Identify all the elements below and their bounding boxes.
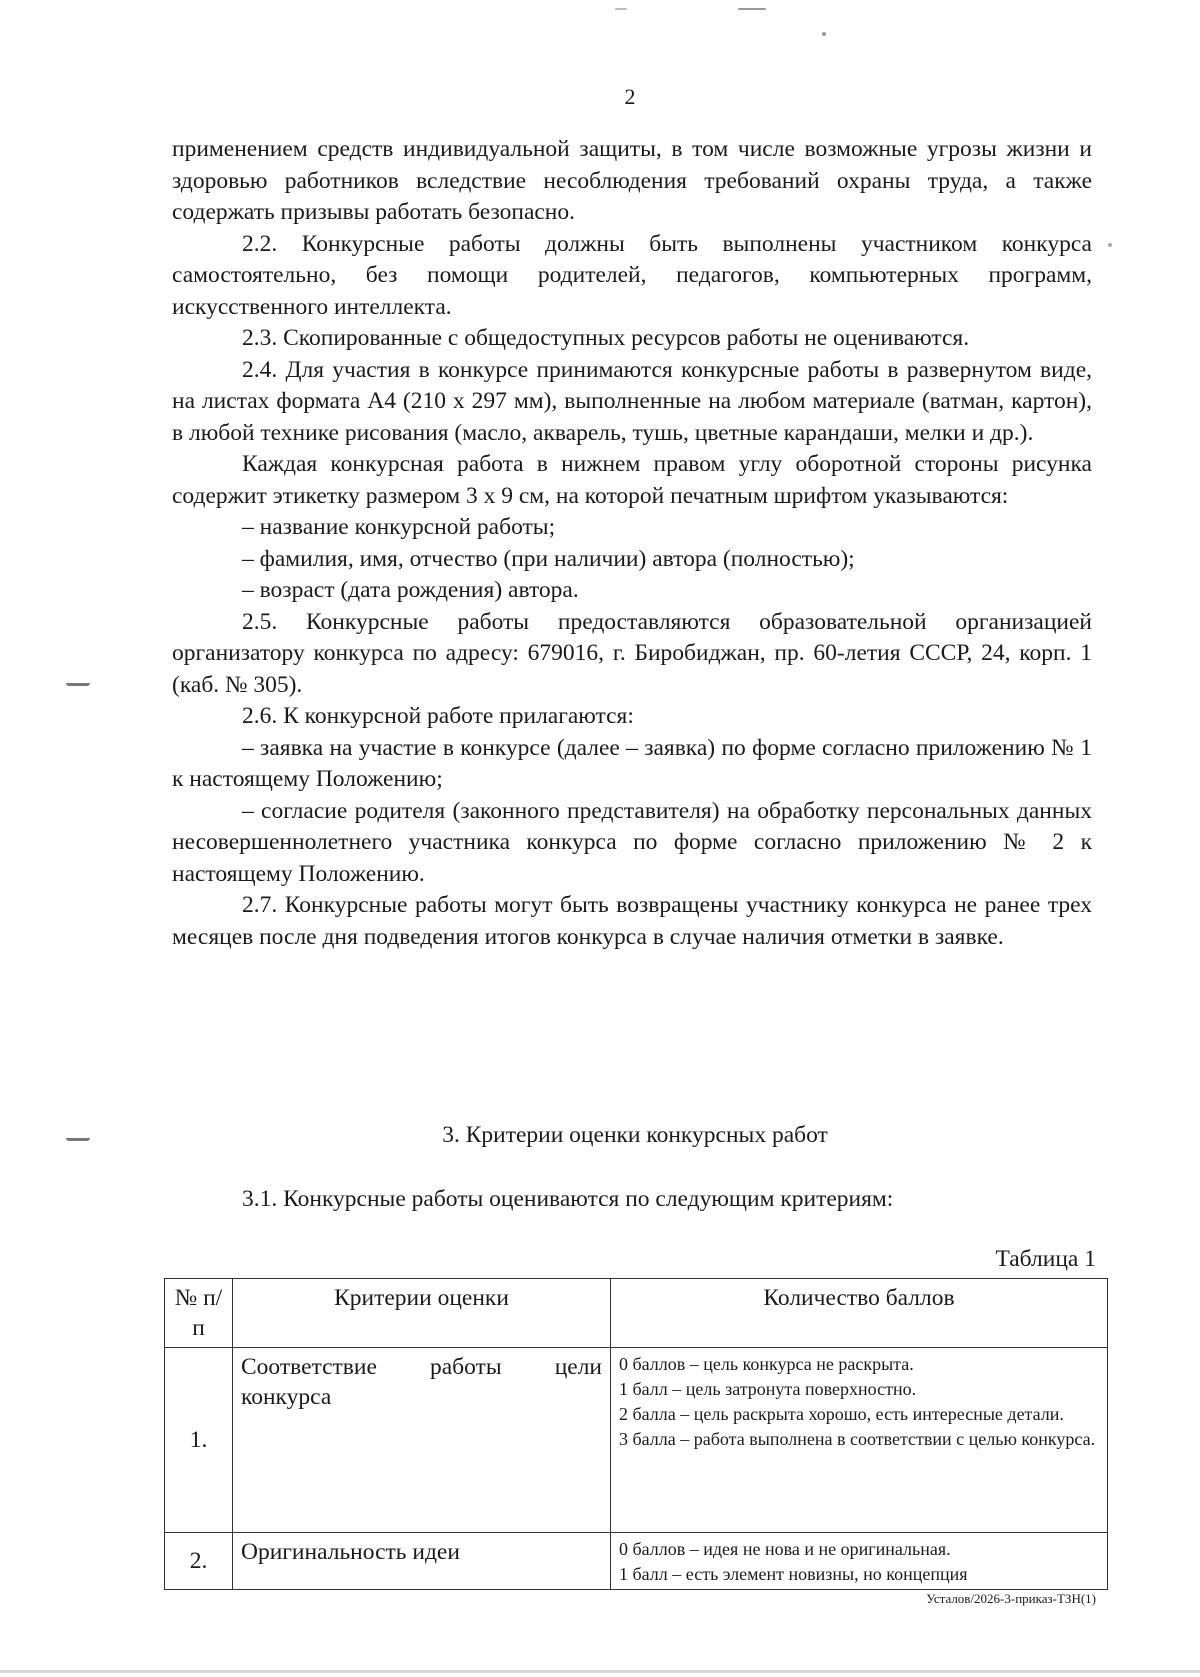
row-scores [611,1533,1108,1590]
score-line: 0 баллов – идея не нова и не оригинальная. [619,1539,951,1559]
paragraph: применением средств индивидуальной защиты, в том числе возможные угрозы жизни и здоровью работников вследствие несоблюдения требований охраны труда, а также содержать призывы работать безопасно. [172,136,1092,225]
list-item: – возраст (дата рождения) автора. [242,577,579,603]
row-number: 1. [165,1348,233,1533]
criteria-intro: 3.1. Конкурсные работы оцениваются по следующим критериям: [242,1186,894,1212]
paragraph: 2.7. Конкурсные работы могут быть возвращены участнику конкурса не ранее трех месяцев после дня подведения итогов конкурса в случае наличия отметки в заявке. [172,892,1092,950]
section-heading: 3. Критерии оценки конкурсных работ [442,1122,828,1148]
score-line: 0 баллов – цель конкурса не раскрыта. [619,1354,914,1374]
paragraph: Каждая конкурсная работа в нижнем правом углу оборотной стороны рисунка содержит этикетку размером 3 х 9 см, на которой печатным шрифтом указываются: [172,451,1092,509]
scan-mark-top-3 [822,32,826,36]
paragraph: 2.4. Для участия в конкурсе принимаются конкурсные работы в развернутом виде, на листах формата А4 (210 х 297 мм), выполненные на любом материале (ватман, картон), в любой технике рисования (масло, акварель, тушь, цветные карандаши, мелки и др.). [172,356,1092,446]
header-number: № п/п [165,1279,233,1348]
criteria-table [164,1278,1108,1590]
score-line: 3 балла – работа выполнена в соответствии с целью конкурса. [619,1429,1096,1449]
paragraph: 2.3. Скопированные с общедоступных ресурсов работы не оцениваются. [242,325,970,351]
row-scores [611,1348,1108,1533]
header-score: Количество баллов [611,1279,1108,1348]
row-criterion: Оригинальность идеи [233,1533,611,1590]
row-criterion: Соответствие работы цели конкурса [233,1348,611,1533]
row-number: 2. [165,1533,233,1590]
score-line: 1 балл – есть элемент новизны, но концепция [619,1564,968,1584]
scan-mark-top-2 [738,8,766,10]
scan-mark-right [1108,243,1112,247]
document-code: Усталов/2026-3-приказ-ТЗН(1) [926,1591,1096,1606]
scan-mark-top-1 [615,8,627,10]
page-bottom-edge [0,1670,1200,1673]
header-criterion: Критерии оценки [233,1279,611,1348]
table-caption: Таблица 1 [995,1246,1096,1272]
body-text [172,134,1092,953]
list-item: – фамилия, имя, отчество (при наличии) автора (полностью); [242,545,855,572]
list-item: – название конкурсной работы; [242,514,556,540]
paragraph: 2.6. К конкурсной работе прилагаются: [242,703,634,729]
score-line: 1 балл – цель затронута поверхностно. [619,1379,917,1399]
table-row [165,1348,1108,1533]
table-row [165,1533,1108,1590]
paragraph: 2.5. Конкурсные работы предоставляются образовательной организацией организатору конкурса по адресу: 679016, г. Биробиджан, пр. 60-летия СССР, 24, корп. 1 (каб. № 305). [172,608,1092,698]
paragraph: – заявка на участие в конкурсе (далее – заявка) по форме согласно приложению № 1 к настоящему Положению; [172,734,1092,792]
table-header-row [165,1279,1108,1348]
page-number: 2 [624,84,636,109]
scan-mark-left-1 [66,683,90,686]
paragraph: – согласие родителя (законного представителя) на обработку персональных данных несовершеннолетнего участника конкурса по форме согласно приложению № 2 к настоящему Положению. [172,797,1092,887]
score-line: 2 балла – цель раскрыта хорошо, есть интересные детали. [619,1404,1064,1424]
paragraph: 2.2. Конкурсные работы должны быть выполнены участником конкурса самостоятельно, без помощи родителей, педагогов, компьютерных программ, искусственного интеллекта. [172,230,1092,320]
